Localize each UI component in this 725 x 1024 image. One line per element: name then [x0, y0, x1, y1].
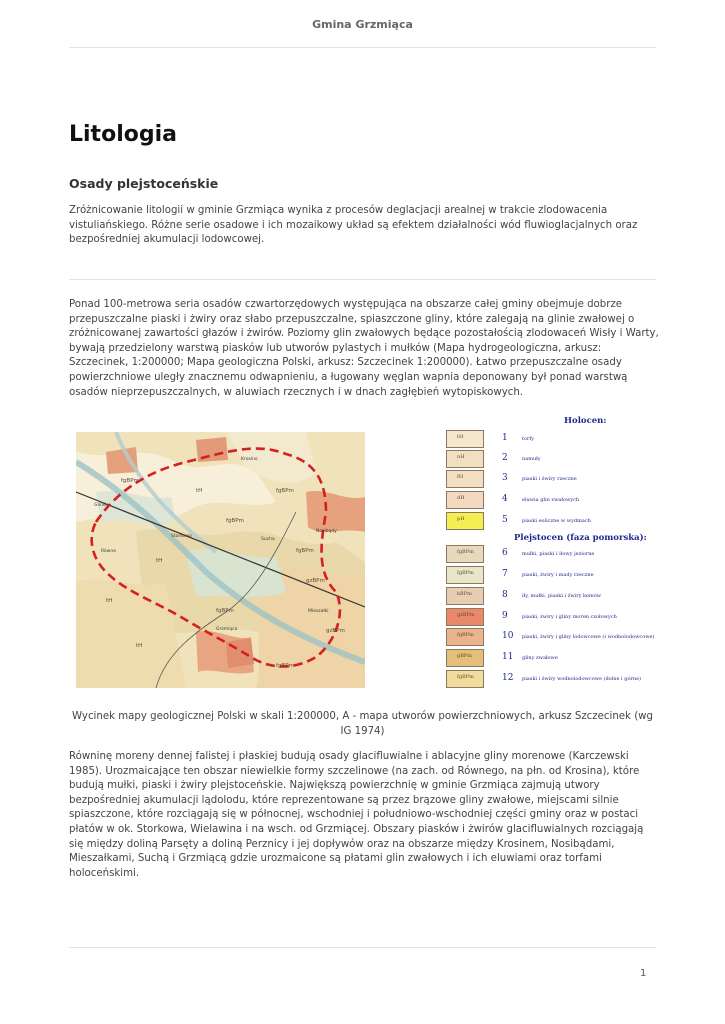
legend-label: eluwia glin zwałowych — [522, 497, 580, 503]
legend-label: piaski, żwiry i gliny moren czołowych — [522, 614, 617, 620]
map-place-label: Gliniki — [94, 503, 108, 508]
map-label: fgBPm — [276, 488, 294, 494]
legend-swatch — [446, 608, 484, 626]
legend-swatch — [446, 628, 484, 646]
legend-number: 5 — [502, 515, 508, 525]
legend-number: 11 — [502, 652, 514, 662]
map-label: gzBPm — [326, 628, 345, 634]
map-legend — [444, 412, 659, 690]
legend-swatch — [446, 512, 484, 530]
map-label: gzBPm — [306, 578, 325, 584]
legend-swatch — [446, 566, 484, 584]
legend-label: gliny zwałowe — [522, 655, 558, 661]
legend-number: 12 — [502, 673, 514, 683]
legend-number: 8 — [502, 590, 508, 600]
legend-swatch — [446, 491, 484, 509]
legend-swatch — [446, 450, 484, 468]
map-label: fgBPm — [296, 548, 314, 554]
legend-label: piaski i żwiry rzeczne — [522, 476, 577, 482]
legend-label: piaski, żwiry i gliny lodowcowe (i wodnolodowcowe) — [522, 634, 655, 640]
map-label: fgBPm — [226, 518, 244, 524]
intro-paragraph: Zróżnicowanie litologii w gminie Grzmiąca wynika z procesów deglacjacji arealnej w trakcie zlodowacenia vistuliańskiego. Różne serie osadowe i ich mozaikowy układ są efektem działalności wód fluwioglacjalnych oraz bezpośredniej akumulacji lodowcowej. — [69, 205, 638, 246]
section-subtitle: Osady plejstoceńskie — [69, 176, 219, 191]
map-label: fgBPm — [216, 608, 234, 614]
legend-swatch — [446, 670, 484, 688]
legend-code: fH — [457, 474, 464, 480]
map-place-label: Sucha — [261, 537, 275, 542]
legend-code: nH — [457, 454, 465, 460]
legend-code: gBPm — [457, 653, 472, 659]
map-label: tH — [136, 643, 143, 649]
legend-number: 7 — [502, 569, 508, 579]
legend-code: tH — [457, 434, 464, 440]
map-place-label: Równe — [101, 549, 116, 554]
legend-number: 9 — [502, 611, 508, 621]
legend-number: 4 — [502, 494, 508, 504]
map-place-label: Nosibądy — [316, 529, 337, 534]
legend-swatch — [446, 545, 484, 563]
legend-code: pH — [457, 516, 465, 522]
footer-divider — [69, 947, 656, 948]
legend-code: fgBPm — [457, 549, 474, 555]
legend-code: fgBPm — [457, 570, 474, 576]
map-place-label: Krosino — [241, 457, 258, 462]
legend-code: fgBPm — [457, 632, 474, 638]
legend-code: kBPm — [457, 591, 472, 597]
legend-code: gzBPm — [457, 612, 475, 618]
legend-code: dH — [457, 495, 465, 501]
legend-label: torfy — [522, 436, 535, 442]
map-label: fgBPm — [276, 663, 294, 669]
lithology-paragraph: Ponad 100-metrowa seria osadów czwartorzędowych występująca na obszarze całej gminy obejmuje dobrze przepuszczalne piaski i żwiry oraz słabo przepuszczalne, spiaszczone gliny, które zalegają na glinie zwałowej o zróżnicowanej zawartości głazów i żwirów. Poziomy glin zwałowych będące pozostałością zlodowaceń Wisły i Warty, bywają przedzielony warstwą piasków lub utworów pylastych i mułków (Mapa hydrogeologiczna, arkusz: Szczecinek, 1:200000; Mapa geologiczna Polski, arkusz: Szczecinek 1:200000). Łatwo przepuszczalne osady powierzchniowe uległy znacznemu odwapnieniu, a ługowany węglan wapnia deponowany był ponad warstwą osadów nieprzepuszczalnych, w aluwiach rzecznych i w dnach zagłębień wytopiskowych. — [69, 299, 659, 398]
map-place-label: Mieszałki — [308, 609, 329, 614]
legend-label: piaski, żwiry i mady rzeczne — [522, 572, 594, 578]
map-label: tH — [196, 488, 203, 494]
legend-number: 3 — [502, 473, 508, 483]
legend-label: piaski eoliczne w wydmach — [522, 518, 591, 524]
map-label: tH — [156, 558, 163, 564]
header-divider — [69, 47, 656, 48]
moraine-paragraph: Równinę moreny dennej falistej i płaskiej budują osady glacifluwialne i ablacyjne gliny morenowe (Karczewski 1985). Urozmaicające ten obszar niewielkie formy szczelinowe (na zach. od Równego, na płn. od Krosina), które budują mułki, piaski i żwiry plejstoceńskie. Największą powierzchnię w gminie Grzmiąca zajmują utwory bezpośredniej akumulacji lądolodu, które reprezentowane są przez brązowe gliny zwałowe, miejscami silnie spiaszczone, które rozciągają się w północnej, wschodniej i południowo-wschodniej części gminy oraz w postaci płatów w ok. Storkowa, Wielawina i na wsch. od Grzmiącej. Obszary piasków i żwirów glacifluwialnych rozciągają się między doliną Parsęty a doliną Perznicy i jej dopływów oraz na obszarze między Krosinem, Nosibądami, Mieszałkami, Suchą i Grzmiącą gdzie urozmaicone są płatami glin zwałowych i ich eluwiami oraz torfami holoceńskimi. — [69, 751, 644, 879]
legend-number: 1 — [502, 433, 508, 443]
legend-number: 6 — [502, 548, 508, 558]
page-title: Litologia — [69, 122, 177, 147]
page-number: 1 — [640, 968, 647, 979]
legend-code: fgBPm — [457, 674, 474, 680]
legend-label: namuły — [522, 456, 541, 462]
legend-number: 10 — [502, 631, 514, 641]
legend-swatch — [446, 470, 484, 488]
legend-label: mułki, piaski i iłowy jeziorne — [522, 551, 595, 557]
legend-holocene-title: Holocen: — [564, 416, 607, 426]
geological-map-image — [76, 432, 365, 688]
map-place-label: Grzmiąca — [216, 627, 238, 632]
legend-number: 2 — [502, 453, 508, 463]
geological-map — [76, 432, 365, 688]
section-divider — [69, 279, 656, 280]
legend-swatch — [446, 649, 484, 667]
legend-pleistocene-title: Plejstocen (faza pomorska): — [514, 533, 647, 543]
legend-label: iły, mułki, piaski i żwiry kemów — [522, 593, 602, 599]
legend-swatch — [446, 430, 484, 448]
map-label: fgBPm — [121, 478, 139, 484]
map-label: tH — [106, 598, 113, 604]
figure-caption: Wycinek mapy geologicznej Polski w skali 1:200000, A - mapa utworów powierzchniowych, arkusz Szczecinek (wg IG 1974) — [72, 711, 653, 737]
legend-swatch — [446, 587, 484, 605]
map-place-label: Storkowo — [171, 534, 192, 539]
legend-label: piaski i żwiry wodnolodowcowe (dolne i górne) — [522, 676, 641, 682]
site-title: Gmina Grzmiąca — [312, 18, 413, 31]
